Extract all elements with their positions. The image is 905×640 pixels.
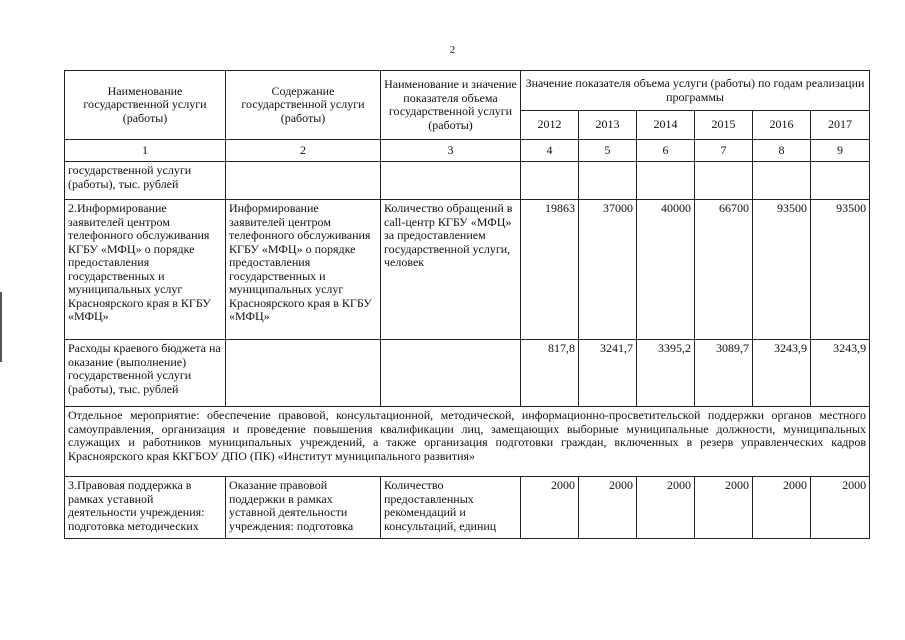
value-cell: 817,8 (521, 340, 579, 407)
service-name-cell: государственной услуги (работы), тыс. рублей (65, 162, 226, 200)
service-content-cell (226, 340, 381, 407)
indicator-cell: Количество обращений в call-центр КГБУ «МФЦ» за предоставлением государственной услуги, человек (381, 200, 521, 340)
indicator-cell: Количество предоставленных рекомендаций и консультаций, единиц (381, 477, 521, 539)
value-cell: 2000 (579, 477, 637, 539)
column-number: 4 (521, 140, 579, 162)
year-cell: 2014 (637, 111, 695, 140)
column-number: 7 (695, 140, 753, 162)
service-name-cell: Расходы краевого бюджета на оказание (выполнение) государственной услуги (работы), тыс. рублей (65, 340, 226, 407)
table-row (65, 340, 870, 407)
value-cell: 2000 (521, 477, 579, 539)
value-cell: 3243,9 (753, 340, 811, 407)
indicator-cell (381, 162, 521, 200)
table-row (65, 162, 870, 200)
separate-activity-note: Отдельное мероприятие: обеспечение правовой, консультационной, методической, информационно-просветительской поддержки органов местного самоуправления, организация и проведение повышения квалификации лиц, замещающих выборные муниципальные должности, муниципальных служащих и работников муниципальных учреждений, а также организация подготовки граждан, включенных в резерв управленческих кадров Красноярского края ККГБОУ ДПО (ПК) «Институт муниципального развития» (65, 407, 870, 477)
table-row (65, 200, 870, 340)
scan-edge-mark (0, 292, 2, 362)
column-number: 2 (226, 140, 381, 162)
year-cell: 2012 (521, 111, 579, 140)
column-number: 5 (579, 140, 637, 162)
value-cell: 93500 (811, 200, 870, 340)
service-name-cell: 2.Информирование заявителей центром телефонного обслуживания КГБУ «МФЦ» о порядке предоставления государственных и муниципальных услуг Красноярского края в КГБУ «МФЦ» (65, 200, 226, 340)
column-number: 6 (637, 140, 695, 162)
service-content-cell: Оказание правовой поддержки в рамках уставной деятельности учреждения: подготовка (226, 477, 381, 539)
service-name-cell: 3.Правовая поддержка в рамках уставной деятельности учреждения: подготовка методических (65, 477, 226, 539)
program-table (64, 70, 870, 539)
value-cell: 19863 (521, 200, 579, 340)
value-cell: 2000 (637, 477, 695, 539)
table-row (65, 477, 870, 539)
value-cell: 3089,7 (695, 340, 753, 407)
value-cell (579, 162, 637, 200)
header-service-name: Наименование государственной услуги (работы) (65, 71, 226, 140)
header-row (65, 71, 870, 111)
indicator-cell (381, 340, 521, 407)
value-cell: 2000 (811, 477, 870, 539)
value-cell: 66700 (695, 200, 753, 340)
year-cell: 2013 (579, 111, 637, 140)
value-cell: 93500 (753, 200, 811, 340)
value-cell: 2000 (695, 477, 753, 539)
header-indicator: Наименование и значение показателя объема государственной услуги (работы) (381, 71, 521, 140)
value-cell: 3243,9 (811, 340, 870, 407)
value-cell (811, 162, 870, 200)
year-cell: 2016 (753, 111, 811, 140)
year-cell: 2017 (811, 111, 870, 140)
value-cell (753, 162, 811, 200)
value-cell (521, 162, 579, 200)
column-number: 8 (753, 140, 811, 162)
value-cell: 3395,2 (637, 340, 695, 407)
service-content-cell: Информирование заявителей центром телефонного обслуживания КГБУ «МФЦ» о порядке предоставления государственных и муниципальных услуг Красноярского края в КГБУ «МФЦ» (226, 200, 381, 340)
value-cell: 2000 (753, 477, 811, 539)
column-number: 3 (381, 140, 521, 162)
column-numbers-row (65, 140, 870, 162)
value-cell (695, 162, 753, 200)
header-years-group: Значение показателя объема услуги (работы) по годам реализации программы (521, 71, 870, 111)
column-number: 9 (811, 140, 870, 162)
value-cell: 40000 (637, 200, 695, 340)
value-cell: 37000 (579, 200, 637, 340)
page-number: 2 (449, 44, 456, 56)
header-service-content: Содержание государственной услуги (работы) (226, 71, 381, 140)
value-cell: 3241,7 (579, 340, 637, 407)
value-cell (637, 162, 695, 200)
column-number: 1 (65, 140, 226, 162)
year-cell: 2015 (695, 111, 753, 140)
merged-row (65, 407, 870, 477)
service-content-cell (226, 162, 381, 200)
